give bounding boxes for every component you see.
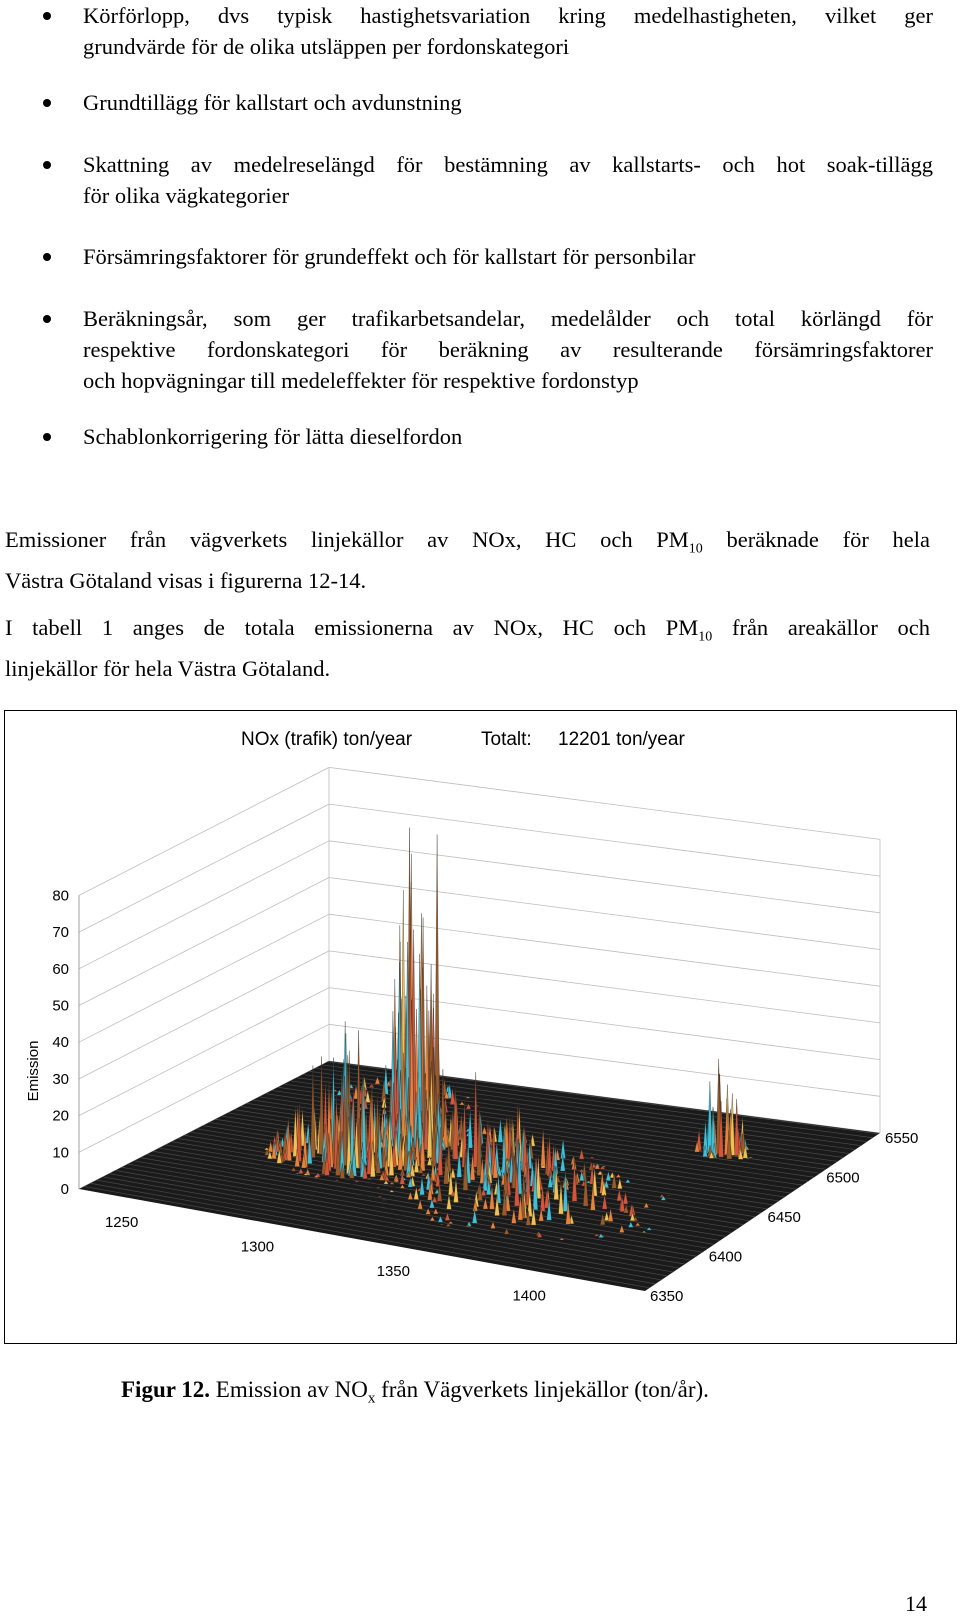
z-tick-label: 40 [52,1034,69,1052]
paragraph-2 [5,612,930,684]
bullet-dot-icon [43,433,51,441]
bullet-text [83,87,933,118]
grid-line [79,841,329,969]
x-tick-label: 1400 [512,1287,546,1305]
z-tick-label: 20 [52,1107,69,1125]
x-tick-label: 1300 [240,1238,275,1256]
z-tick-label: 0 [60,1181,69,1198]
grid-line [79,804,329,932]
grid-line [79,767,329,895]
figure-nox-3d-plot [4,710,957,1344]
bullet-line: grundvärde för de olika utsläppen per fordonskategori [83,34,570,59]
bullet-line: Beräkningsår, som ger trafikarbetsandelar, medelålder och total körlängd för [83,306,933,331]
paragraph-2-pre: I tabell 1 anges de totala emissionerna av NOx, HC och PM [5,615,699,640]
plot-floor [79,1061,880,1291]
paragraph-1-pre: Emissioner från vägverkets linjekällor av NOx, HC och PM [5,527,689,552]
bullet-line: Försämringsfaktorer för grundeffekt och för kallstart för personbilar [83,244,696,269]
bullet-dot-icon [43,12,51,20]
bullet-line: Skattning av medelreselängd för bestämning av kallstarts- och hot soak-tillägg [83,152,933,177]
x-tick-label: 1250 [104,1214,139,1232]
grid-line [79,914,329,1042]
paragraph-2-post: från areakällor och [712,615,930,640]
grid-line [79,951,329,1079]
y-tick-label: 6550 [885,1130,919,1147]
bullet-line: för olika vägkategorier [83,183,290,208]
z-tick-label: 30 [52,1070,69,1088]
z-tick-label: 70 [52,924,69,942]
figure-title-total-value: 12201 ton/year [558,729,685,750]
y-tick-label: 6400 [708,1248,743,1266]
bullet-line: Grundtillägg för kallstart och avdunstning [83,90,462,115]
bullet-line: och hopvägningar till medeleffekter för respektive fordonstyp [83,368,639,393]
bullet-text [83,0,933,62]
bullet-line: Schablonkorrigering för lätta dieselfordon [83,424,463,449]
surface-plot [5,711,955,1343]
grid-line [329,804,880,876]
paragraph-1 [5,524,930,596]
bullet-line: respektive fordonskategori för beräkning av resulterande försämringsfaktorer [83,337,933,362]
caption-sub: x [367,1390,376,1407]
z-tick-label: 10 [52,1144,69,1162]
y-tick-label: 6500 [826,1169,860,1187]
bullet-text [83,421,933,452]
figure-title-total-label: Totalt: [481,729,532,750]
grid-line [79,878,329,1006]
bullet-dot-icon [43,161,51,169]
paragraph-1-post: beräknade för hela [702,527,930,552]
caption-pre: Emission av NO [215,1377,368,1402]
paragraph-2-sub: 10 [698,629,713,645]
bullet-dot-icon [43,253,51,261]
y-tick-label: 6450 [767,1209,801,1226]
bullet-text [83,241,933,272]
bullet-dot-icon [43,315,51,323]
z-tick-label: 50 [52,997,69,1015]
z-tick-label: 60 [52,960,69,978]
paragraph-1-sub: 10 [688,541,703,557]
grid-line [329,767,880,839]
z-tick-label: 80 [52,887,69,905]
bullet-dot-icon [43,99,51,107]
paragraph-2-line2: linjekällor för hela Västra Götaland. [5,655,331,681]
page-number: 14 [905,1591,927,1616]
figure-caption [121,1377,709,1408]
z-axis-label: Emission [25,1040,42,1102]
caption-label: Figur 12. [121,1377,211,1402]
bullet-text [83,303,933,396]
figure-title-left: NOx (trafik) ton/year [241,729,413,750]
paragraph-1-line2: Västra Götaland visas i figurerna 12-14. [5,567,367,593]
caption-post: från Vägverkets linjekällor (ton/år). [375,1377,709,1402]
bullet-line: Körförlopp, dvs typisk hastighetsvariation kring medelhastigheten, vilket ger [83,3,933,28]
bullet-text [83,149,933,211]
x-tick-label: 1350 [376,1263,411,1281]
y-tick-label: 6350 [650,1288,684,1305]
